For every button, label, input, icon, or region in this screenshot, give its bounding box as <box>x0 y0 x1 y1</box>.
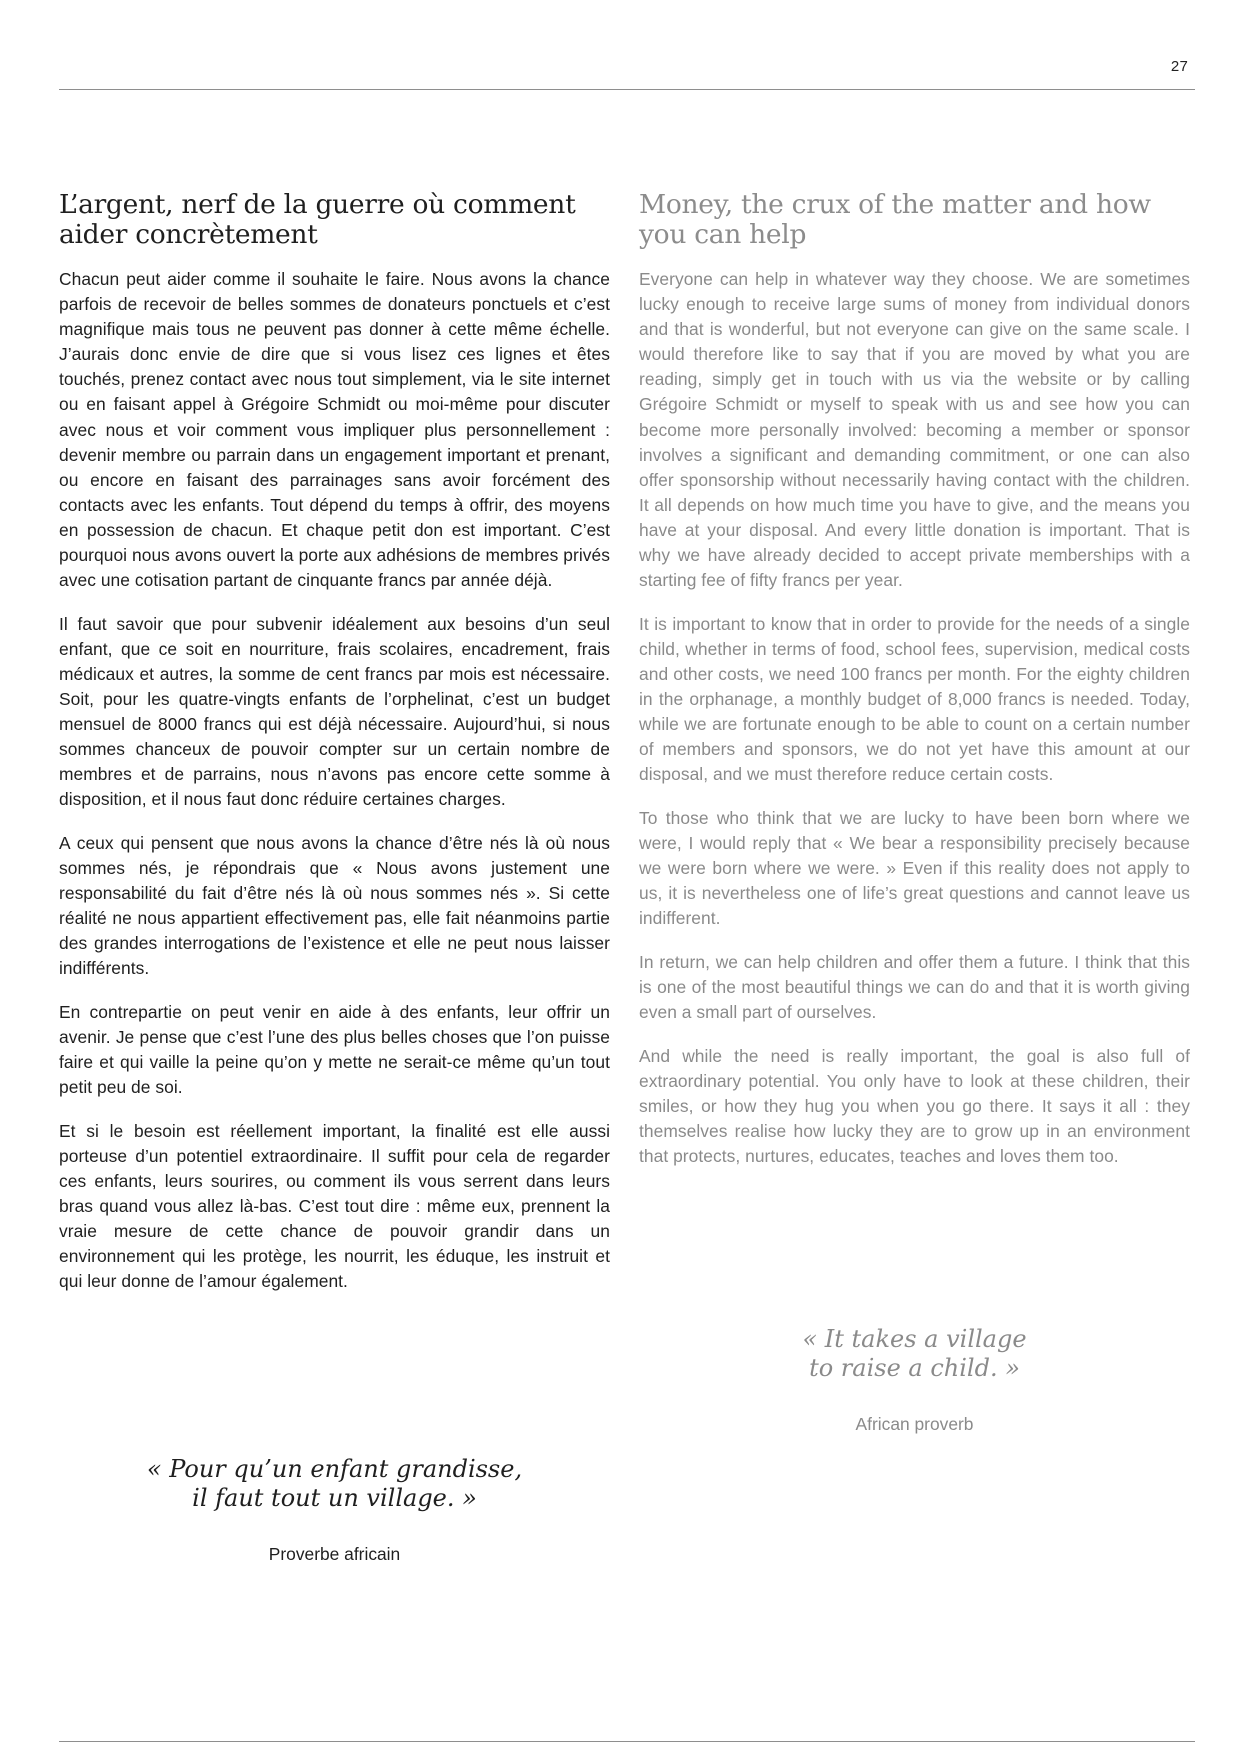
french-quote-line: « Pour qu’un enfant grandisse, <box>146 1455 523 1483</box>
english-paragraph: And while the need is really important, the goal is also full of extraordinary potential. You only have to look at these children, their smiles, or how they hug you when you go there. It says it all : they themselves realise how lucky they are to grow up in an environment that protects, nurtures, educates, teaches and loves them too. <box>639 1045 1190 1166</box>
french-proverb-quote <box>59 1455 610 1565</box>
english-paragraph: It is important to know that in order to provide for the needs of a single child, whether in terms of food, school fees, supervision, medical costs and other costs, we need 100 francs per month. For the eighty children in the orphanage, a monthly budget of 8,000 francs is needed. Today, while we are fortunate enough to be able to count on a certain number of members and sponsors, we do not yet have this amount at our disposal, and we must therefore reduce certain costs. <box>639 613 1190 785</box>
header-rule <box>59 89 1195 90</box>
french-quote-line: il faut tout un village. » <box>192 1484 477 1512</box>
french-quote-attribution: Proverbe africain <box>268 1544 401 1564</box>
english-proverb-quote <box>639 1325 1190 1435</box>
english-paragraph: Everyone can help in whatever way they choose. We are sometimes lucky enough to receive large sums of money from individual donors and that is wonderful, but not everyone can give on the same scale. I would therefore like to say that if you are moved by what you are reading, simply get in touch with us via the website or by calling Grégoire Schmidt or myself to speak with us and see how you can become more personally involved: becoming a member or sponsor involves a significant and demanding commitment, or one can also offer sponsorship without necessarily having contact with the children. It all depends on how much time you have to give, and the means you have at your disposal. And every little donation is important. That is why we have already decided to accept private memberships with a starting fee of fifty francs per year. <box>639 269 1190 591</box>
french-paragraph: Chacun peut aider comme il souhaite le faire. Nous avons la chance parfois de recevoir de belles sommes de donateurs ponctuels et c’est magnifique mais tous ne peuvent pas donner à cette même échelle. J’aurais donc envie de dire que si vous lisez ces lignes et êtes touchés, prenez contact avec nous tout simplement, via le site internet ou en faisant appel à Grégoire Schmidt ou moi-même pour discuter avec nous et voir comment vous impliquer plus personnellement : devenir membre ou parrain dans un engagement important et prenant, ou encore en faisant des parrainages sans avoir forcément des contacts avec les enfants. Tout dépend du temps à offrir, des moyens en possession de chacun. Et chaque petit don est important. C’est pourquoi nous avons ouvert la porte aux adhésions de membres privés avec une cotisation partant de cinquante francs par année déjà. <box>59 269 610 591</box>
french-paragraph: En contrepartie on peut venir en aide à des enfants, leur offrir un avenir. Je pense que c’est l’une des plus belles choses que l’on puisse faire et qui vaille la peine qu’on y mette ne serait-ce même qu’un tout petit peu de soi. <box>59 1002 610 1098</box>
french-paragraph: Et si le besoin est réellement important, la finalité est elle aussi porteuse d’un potentiel extraordinaire. Il suffit pour cela de regarder ces enfants, leurs sourires, ou comment ils vous serrent dans leurs bras quand vous allez là-bas. C’est tout dire : même eux, prennent la vraie mesure de cette chance de pouvoir grandir dans un environnement qui les protège, les nourrit, les éduque, les instruit et qui leur donne de l’amour également. <box>59 1120 610 1292</box>
page-number: 27 <box>1170 58 1188 75</box>
english-quote-line: « It takes a village <box>802 1325 1027 1353</box>
english-paragraph: In return, we can help children and offer them a future. I think that this is one of the most beautiful things we can do and that it is worth giving even a small part of ourselves. <box>639 951 1190 1023</box>
english-heading: Money, the crux of the matter and how you can help <box>639 189 1151 250</box>
french-paragraph: Il faut savoir que pour subvenir idéalement aux besoins d’un seul enfant, que ce soit en nourriture, frais scolaires, encadrement, frais médicaux et autres, la somme de cent francs par mois est nécessaire. Soit, pour les quatre-vingts enfants de l’orphelinat, c’est un budget mensuel de 8000 francs qui est déjà nécessaire. Aujourd’hui, si nous sommes chanceux de pouvoir compter sur un certain nombre de membres et de parrains, nous n’avons pas encore cette somme à disposition, et il nous faut donc réduire certaines charges. <box>59 613 610 810</box>
english-quote-line: to raise a child. » <box>809 1354 1020 1382</box>
french-paragraph: A ceux qui pensent que nous avons la chance d’être nés là où nous sommes nés, je répondrais que « Nous avons justement une responsabilité du fait d’être nés là où nous sommes nés ». Si cette réalité ne nous appartient effectivement pas, elle fait néanmoins partie des grandes interrogations de l’existence et elle ne peut nous laisser indifférents. <box>59 832 610 979</box>
french-heading: L’argent, nerf de la guerre où comment aider concrètement <box>59 189 576 250</box>
english-column <box>639 190 1190 1188</box>
french-column <box>59 190 610 1313</box>
english-paragraph: To those who think that we are lucky to have been born where we were, I would reply that « We bear a responsibility precisely because we were born where we were. » Even if this reality does not apply to us, it is nevertheless one of life’s great questions and cannot leave us indifferent. <box>639 807 1190 929</box>
footer-rule <box>59 1741 1195 1742</box>
english-quote-attribution: African proverb <box>855 1414 974 1434</box>
